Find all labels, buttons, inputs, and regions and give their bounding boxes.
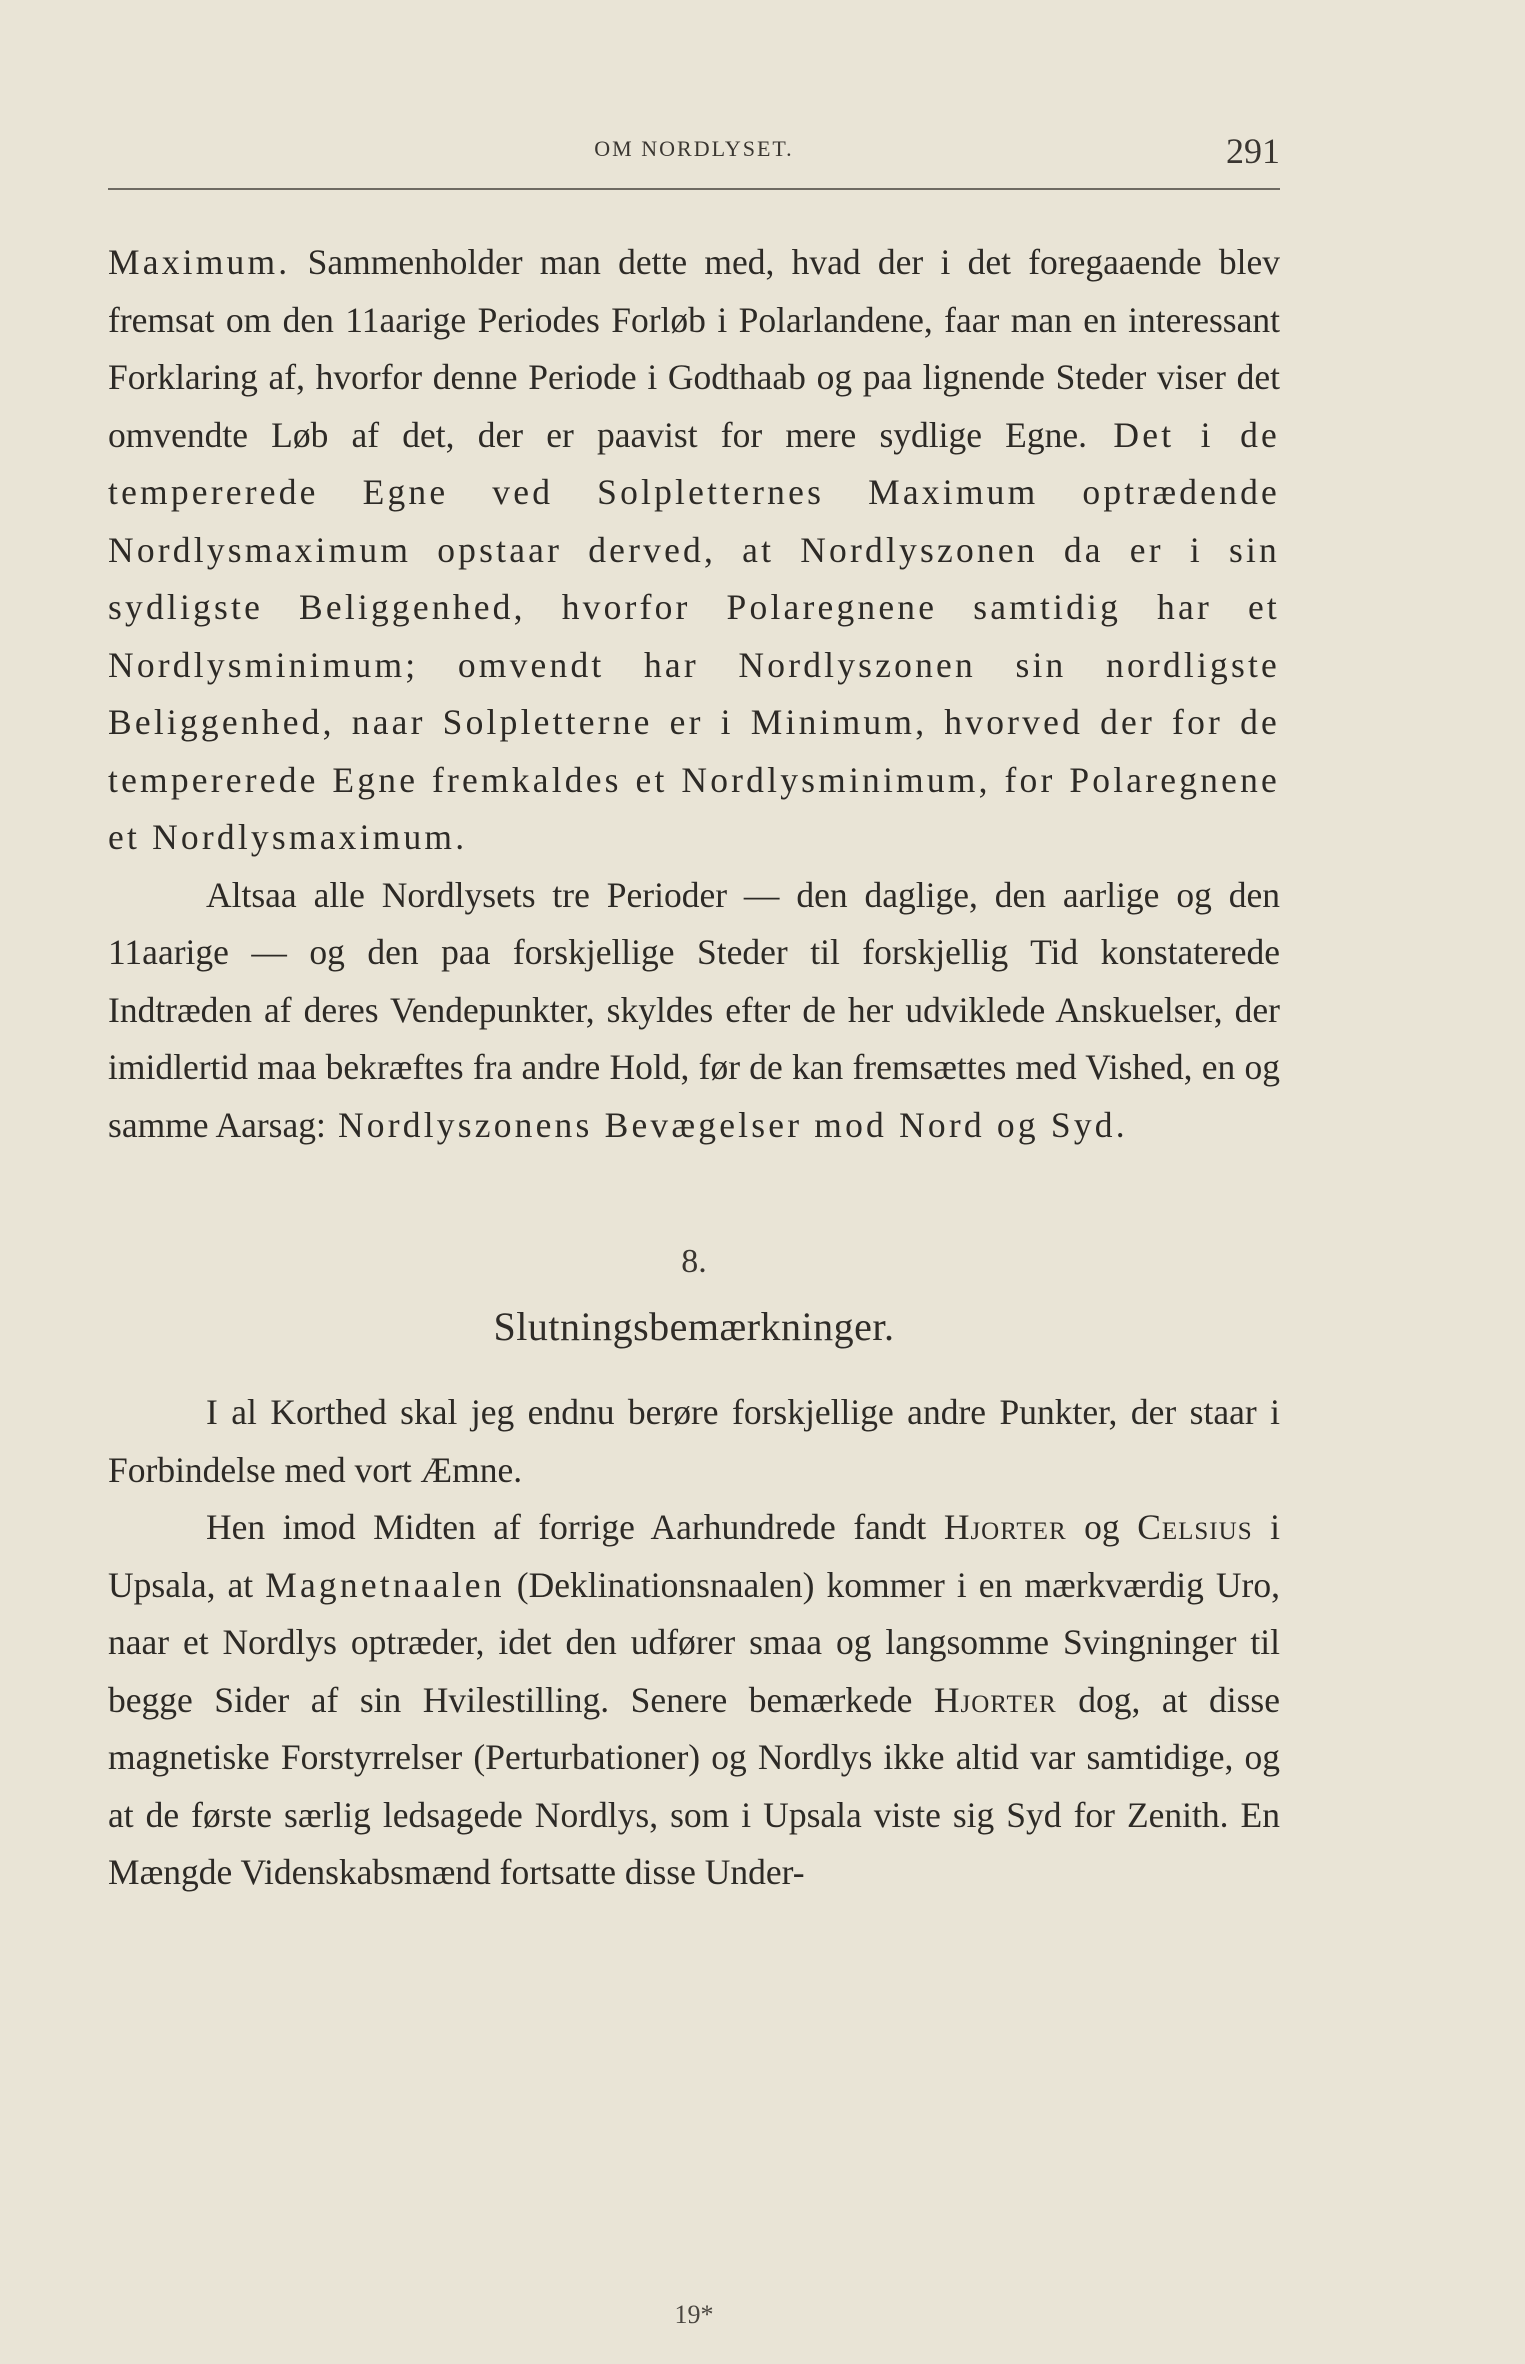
paragraph-4 xyxy=(108,1499,1280,1902)
person-name: Hjorter xyxy=(943,1507,1067,1547)
section-title: Slutningsbemærkninger. xyxy=(493,1304,895,1349)
page-number: 291 xyxy=(1226,131,1280,171)
body-text xyxy=(108,234,1280,1902)
section-number: 8. xyxy=(681,1243,707,1280)
spaced-passage: Det i de tempererede Egne ved Solpletternes Maximum optrædende Nordlysmaximum opstaar derved, at Nordlyszonen da er i sin sydligste Beliggenhed, hvorfor Polaregnene samtidig har et Nordlysminimum; omvendt har Nordlyszonen sin nordligste Beliggenhed, naar Solpletterne er i Minimum, hvorved der for de tempererede Egne fremkaldes et Nordlysminimum, for Polaregnene et Nordlysmaximum. xyxy=(108,414,1280,857)
signature-mark: 19* xyxy=(674,2300,714,2329)
book-page xyxy=(108,130,1280,2330)
spaced-passage: Nordlyszonens Bevægelser mod Nord og Syd. xyxy=(325,1104,1128,1145)
spaced-word: Magnetnaalen xyxy=(265,1564,505,1605)
paragraph-text: dog, at disse magnetiske Forstyrrelser (Perturbationer) og Nordlys ikke altid var samtidige, og at de første særlig ledsagede Nordlys, som i Upsala viste sig Syd for Zenith. En Mængde Videnskabsmænd fortsatte disse Under- xyxy=(108,1679,1280,1892)
running-title: OM NORDLYSET. xyxy=(594,136,794,161)
paragraph-2 xyxy=(108,867,1280,1155)
paragraph-text: i Upsala, at xyxy=(108,1507,1280,1605)
spaced-word: Maximum. xyxy=(108,242,291,282)
paragraph-text: og xyxy=(1066,1507,1138,1547)
running-head xyxy=(108,130,1280,176)
paragraph-3 xyxy=(108,1384,1280,1499)
person-name: Celsius xyxy=(1137,1507,1253,1547)
person-name: Hjorter xyxy=(933,1679,1057,1720)
header-rule xyxy=(108,188,1280,190)
paragraph-text: I al Korthed skal jeg endnu berøre forskjellige andre Punkter, der staar i Forbindelse med vort Æmne. xyxy=(108,1392,1280,1490)
paragraph-text: (Deklinationsnaalen) kommer i en mærkværdig Uro, naar et Nordlys optræder, idet den udfører smaa og langsomme Svingninger til begge Sider af sin Hvilestilling. Senere bemærkede xyxy=(108,1564,1280,1720)
paragraph-text: Sammenholder man dette med, hvad der i det foregaaende blev fremsat om den 11aarige Periodes Forløb i Polarlandene, faar man en interessant Forklaring af, hvorfor denne Periode i Godthaab og paa lignende Steder viser det omvendte Løb af det, der er paavist for mere sydlige Egne. xyxy=(108,242,1280,455)
paragraph-text: Altsaa alle Nordlysets tre Perioder — den daglige, den aarlige og den 11aarige — og den paa forskjellige Steder til forskjellig Tid konstaterede Indtræden af deres Vendepunkter, skyldes efter de her udviklede Anskuelser, der imidlertid maa bekræftes fra andre Hold, før de kan fremsættes med Vished, en og samme Aarsag: xyxy=(108,874,1280,1145)
paragraph-1 xyxy=(108,234,1280,867)
paragraph-text: Hen imod Midten af forrige Aarhundrede fandt xyxy=(206,1507,944,1547)
